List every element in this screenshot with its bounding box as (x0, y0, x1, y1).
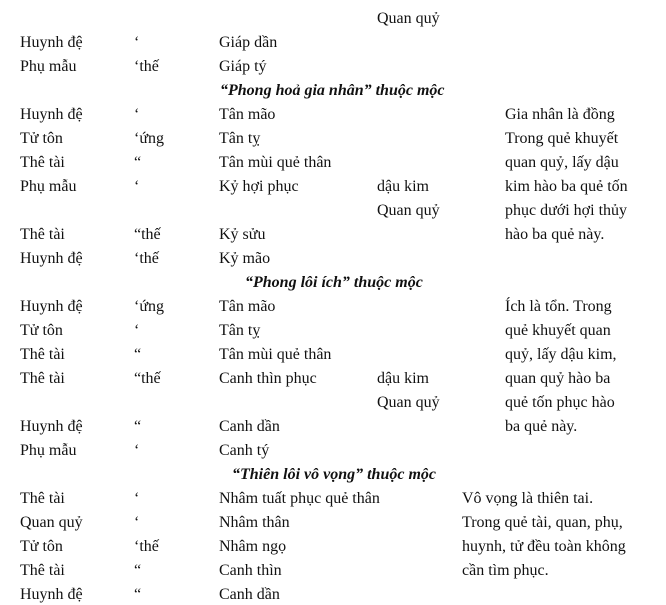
note-line: Ích là tổn. Trong (505, 298, 612, 315)
note-line: ba quẻ này. (505, 418, 578, 435)
row-extra: dậu kim (377, 178, 429, 195)
note-line: quẻ khuyết quan (505, 322, 611, 339)
row-role: Phụ mẫu (20, 178, 77, 195)
row-role: Thê tài (20, 490, 65, 507)
row-mark: ‘thế (134, 58, 159, 75)
hexagram-heading: “Phong hoả gia nhân” thuộc mộc (220, 82, 445, 99)
row-stem: Kỷ mão (219, 250, 271, 267)
note-line: Trong quẻ tài, quan, phụ, (462, 514, 623, 531)
note-line: hào ba quẻ này. (505, 226, 605, 243)
note-line: quan quỷ, lấy dậu (505, 154, 619, 171)
row-stem: Tân mùi quẻ thân (219, 154, 332, 171)
row-stem: Nhâm thân (219, 514, 290, 531)
row-mark: “ (134, 154, 142, 171)
row-mark: ‘ứng (134, 298, 164, 315)
row-stem: Nhâm tuất phục quẻ thân (219, 490, 380, 507)
row-mark: “ (134, 562, 142, 579)
row-mark: ‘ (134, 34, 140, 51)
row-role: Huynh đệ (20, 418, 83, 435)
row-stem: Canh dần (219, 418, 280, 435)
hexagram-heading: “Phong lôi ích” thuộc mộc (245, 274, 423, 291)
row-role: Thê tài (20, 346, 65, 363)
note-line: huynh, tử đều toàn không (462, 538, 626, 555)
row-role: Quan quỷ (20, 514, 83, 531)
row-role: Huynh đệ (20, 586, 83, 603)
row-role: Tử tôn (20, 322, 63, 339)
row-stem: Tân tỵ (219, 322, 261, 339)
row-mark: ‘thế (134, 538, 159, 555)
row-mark: “thế (134, 370, 161, 387)
row-stem: Nhâm ngọ (219, 538, 287, 555)
row-role: Thê tài (20, 226, 65, 243)
row-stem: Tân mão (219, 298, 276, 315)
hexagram-heading: “Thiên lôi vô vọng” thuộc mộc (232, 466, 436, 483)
row-stem: Canh thìn phục (219, 370, 317, 387)
row-role: Huynh đệ (20, 106, 83, 123)
row-extra: dậu kim (377, 370, 429, 387)
row-role: Tử tôn (20, 538, 63, 555)
row-role: Phụ mẫu (20, 442, 77, 459)
row-stem: Kỷ hợi phục (219, 178, 299, 195)
row-role: Tử tôn (20, 130, 63, 147)
row-mark: ‘ (134, 106, 140, 123)
row-stem: Canh dần (219, 586, 280, 603)
row-mark: ‘thế (134, 250, 159, 267)
row-mark: ‘ (134, 442, 140, 459)
row-mark: ‘ (134, 514, 140, 531)
row-role: Huynh đệ (20, 298, 83, 315)
row-mark: ‘ứng (134, 130, 164, 147)
note-line: Vô vọng là thiên tai. (462, 490, 594, 507)
row-mark: “ (134, 418, 142, 435)
note-line: kim hào ba quẻ tốn (505, 178, 628, 195)
row-stem: Canh tý (219, 442, 270, 459)
row-stem: Giáp dần (219, 34, 278, 51)
continuation-line: Quan quỷ (377, 10, 440, 27)
row-role: Phụ mẫu (20, 58, 77, 75)
row-role: Thê tài (20, 370, 65, 387)
row-mark: “ (134, 586, 142, 603)
row-role: Thê tài (20, 154, 65, 171)
row-role: Huynh đệ (20, 250, 83, 267)
note-line: quan quỷ hào ba (505, 370, 611, 387)
row-extra: Quan quỷ (377, 394, 440, 411)
row-extra: Quan quỷ (377, 202, 440, 219)
note-line: quỷ, lấy dậu kim, (505, 346, 617, 363)
row-stem: Tân tỵ (219, 130, 261, 147)
row-stem: Kỷ sửu (219, 226, 266, 243)
row-mark: “ (134, 346, 142, 363)
row-stem: Tân mùi quẻ thân (219, 346, 332, 363)
row-stem: Tân mão (219, 106, 276, 123)
row-stem: Giáp tý (219, 58, 267, 75)
row-mark: ‘ (134, 490, 140, 507)
note-line: phục dưới hợi thủy (505, 202, 628, 219)
note-line: cần tìm phục. (462, 562, 549, 579)
row-mark: ‘ (134, 178, 140, 195)
row-mark: “thế (134, 226, 161, 243)
row-role: Thê tài (20, 562, 65, 579)
note-line: Gia nhân là đồng (505, 106, 615, 123)
row-role: Huynh đệ (20, 34, 83, 51)
note-line: quẻ tốn phục hào (505, 394, 615, 411)
row-mark: ‘ (134, 322, 140, 339)
row-stem: Canh thìn (219, 562, 282, 579)
note-line: Trong quẻ khuyết (505, 130, 619, 147)
